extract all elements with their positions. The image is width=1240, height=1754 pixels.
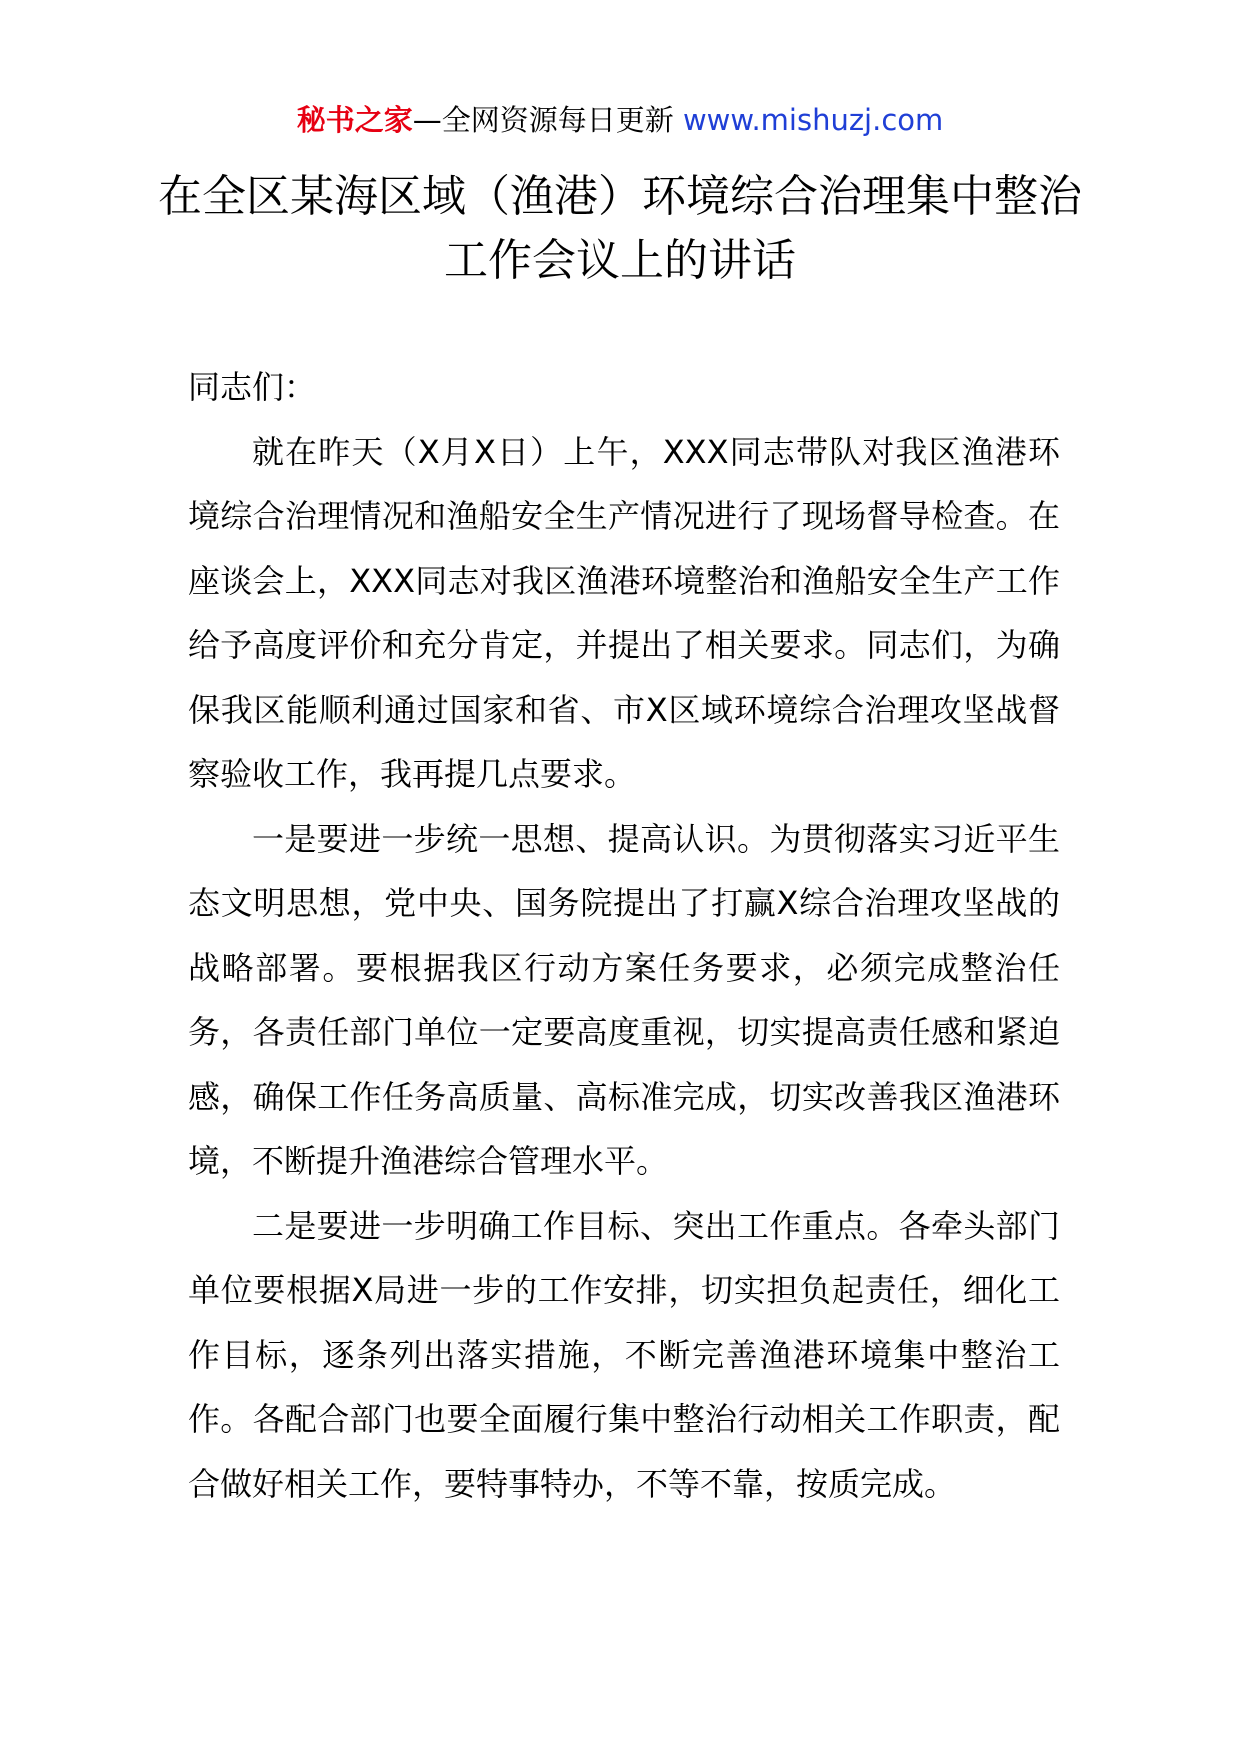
document-body [188, 355, 1060, 1516]
brand-name: 秘书之家 [296, 103, 413, 137]
paragraph-intro: 就在昨天（X月X日）上午，XXX同志带队对我区渔港环境综合治理情况和渔船安全生产情况进行了现场督导检查。在座谈会上，XXX同志对我区渔港环境整治和渔船安全生产工作给予高度评价和充分肯定，并提出了相关要求。同志们，为确保我区能顺利通过国家和省、市X区域环境综合治理攻坚战督察验收工作，我再提几点要求。 [188, 432, 1060, 793]
header-tagline: —全网资源每日更新 [412, 103, 674, 137]
salutation: 同志们： [188, 368, 317, 406]
site-url-link[interactable]: www.mishuzj.com [682, 103, 944, 137]
document-title: 在全区某海区域（渔港）环境综合治理集中整治工作会议上的讲话 [158, 171, 1082, 286]
paragraph-point-two: 二是要进一步明确工作目标、突出工作重点。各牵头部门单位要根据X局进一步的工作安排，切实担负起责任，细化工作目标，逐条列出落实措施，不断完善渔港环境集中整治工作。各配合部门也要全面履行集中整治行动相关工作职责，配合做好相关工作，要特事特办，不等不靠，按质完成。 [188, 1206, 1060, 1503]
site-header [0, 100, 1240, 140]
paragraph-point-one: 一是要进一步统一思想、提高认识。为贯彻落实习近平生态文明思想，党中央、国务院提出了打赢X综合治理攻坚战的战略部署。要根据我区行动方案任务要求，必须完成整治任务，各责任部门单位一定要高度重视，切实提高责任感和紧迫感，确保工作任务高质量、高标准完成，切实改善我区渔港环境，不断提升渔港综合管理水平。 [188, 819, 1060, 1180]
